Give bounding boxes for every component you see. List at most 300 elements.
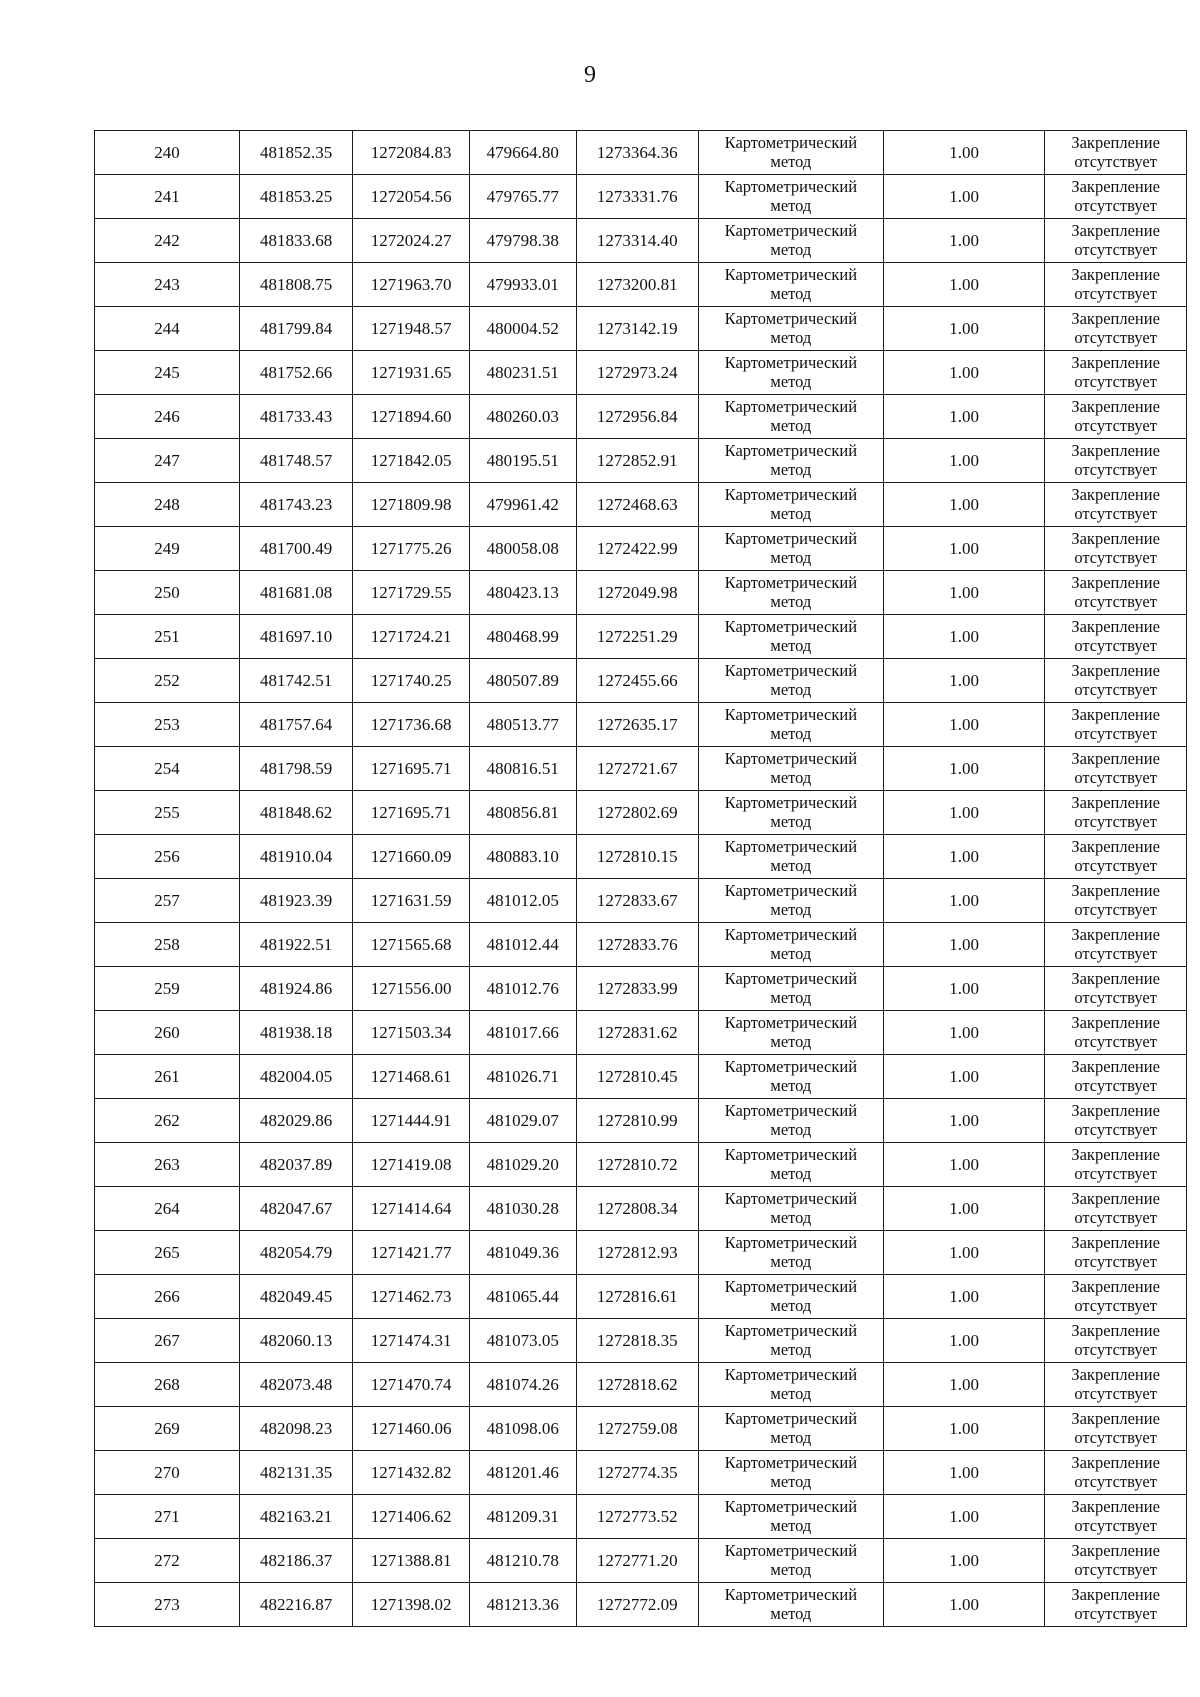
fixing-line-1: Закрепление <box>1071 1541 1160 1561</box>
fixing-line-2: отсутствует <box>1074 723 1157 743</box>
table-row <box>95 1363 1187 1407</box>
y1-cell: 1271503.34 <box>353 1011 470 1055</box>
y1-cell: 1271470.74 <box>353 1363 470 1407</box>
fixing-cell <box>1045 1539 1187 1583</box>
y2-cell: 1272808.34 <box>576 1187 698 1231</box>
accuracy-cell: 1.00 <box>883 1099 1044 1143</box>
method-cell <box>698 1583 883 1627</box>
method-cell <box>698 615 883 659</box>
fixing-line-2: отсутствует <box>1074 1339 1157 1359</box>
method-line-2: метод <box>770 1031 812 1051</box>
fixing-cell <box>1045 1319 1187 1363</box>
x1-cell: 481923.39 <box>239 879 352 923</box>
fixing-line-2: отсутствует <box>1074 195 1157 215</box>
point-number-cell: 248 <box>95 483 240 527</box>
method-line-1: Картометрический <box>724 925 858 945</box>
fixing-line-1: Закрепление <box>1071 969 1160 989</box>
x1-cell: 481808.75 <box>239 263 352 307</box>
x1-cell: 481799.84 <box>239 307 352 351</box>
method-cell <box>698 263 883 307</box>
x1-cell: 482073.48 <box>239 1363 352 1407</box>
table-row <box>95 1099 1187 1143</box>
fixing-line-2: отсутствует <box>1074 1251 1157 1271</box>
accuracy-cell: 1.00 <box>883 1451 1044 1495</box>
fixing-cell <box>1045 439 1187 483</box>
y2-cell: 1272816.61 <box>576 1275 698 1319</box>
table-row <box>95 1231 1187 1275</box>
fixing-cell <box>1045 1275 1187 1319</box>
method-cell <box>698 219 883 263</box>
fixing-line-1: Закрепление <box>1071 837 1160 857</box>
fixing-line-2: отсутствует <box>1074 1163 1157 1183</box>
method-line-1: Картометрический <box>724 1057 858 1077</box>
accuracy-cell: 1.00 <box>883 1011 1044 1055</box>
point-number-cell: 273 <box>95 1583 240 1627</box>
fixing-cell <box>1045 791 1187 835</box>
point-number-cell: 256 <box>95 835 240 879</box>
point-number-cell: 261 <box>95 1055 240 1099</box>
accuracy-cell: 1.00 <box>883 1495 1044 1539</box>
accuracy-cell: 1.00 <box>883 659 1044 703</box>
method-line-1: Картометрический <box>724 177 858 197</box>
accuracy-cell: 1.00 <box>883 879 1044 923</box>
y1-cell: 1271474.31 <box>353 1319 470 1363</box>
table-row <box>95 835 1187 879</box>
fixing-line-1: Закрепление <box>1071 353 1160 373</box>
x2-cell: 481201.46 <box>469 1451 576 1495</box>
accuracy-cell: 1.00 <box>883 747 1044 791</box>
method-line-1: Картометрический <box>724 573 858 593</box>
y1-cell: 1271460.06 <box>353 1407 470 1451</box>
fixing-cell <box>1045 175 1187 219</box>
x1-cell: 481798.59 <box>239 747 352 791</box>
page-number: 9 <box>584 62 596 88</box>
y2-cell: 1272802.69 <box>576 791 698 835</box>
method-line-1: Картометрический <box>724 969 858 989</box>
table-row <box>95 395 1187 439</box>
x2-cell: 479961.42 <box>469 483 576 527</box>
method-line-1: Картометрический <box>724 397 858 417</box>
method-cell <box>698 351 883 395</box>
x2-cell: 481012.76 <box>469 967 576 1011</box>
fixing-line-1: Закрепление <box>1071 1321 1160 1341</box>
x2-cell: 481210.78 <box>469 1539 576 1583</box>
accuracy-cell: 1.00 <box>883 1363 1044 1407</box>
method-line-2: метод <box>770 503 812 523</box>
table-row <box>95 571 1187 615</box>
method-line-1: Картометрический <box>724 705 858 725</box>
method-line-2: метод <box>770 767 812 787</box>
method-cell <box>698 1099 883 1143</box>
method-line-2: метод <box>770 239 812 259</box>
method-cell <box>698 307 883 351</box>
method-line-2: метод <box>770 1251 812 1271</box>
x2-cell: 481029.07 <box>469 1099 576 1143</box>
accuracy-cell: 1.00 <box>883 1055 1044 1099</box>
y1-cell: 1271948.57 <box>353 307 470 351</box>
accuracy-cell: 1.00 <box>883 1187 1044 1231</box>
fixing-line-1: Закрепление <box>1071 265 1160 285</box>
method-cell <box>698 835 883 879</box>
table-row <box>95 1055 1187 1099</box>
point-number-cell: 268 <box>95 1363 240 1407</box>
fixing-line-1: Закрепление <box>1071 925 1160 945</box>
x2-cell: 480004.52 <box>469 307 576 351</box>
method-line-1: Картометрический <box>724 221 858 241</box>
fixing-line-1: Закрепление <box>1071 1101 1160 1121</box>
x2-cell: 481213.36 <box>469 1583 576 1627</box>
y1-cell: 1271724.21 <box>353 615 470 659</box>
point-number-cell: 272 <box>95 1539 240 1583</box>
y1-cell: 1272084.83 <box>353 131 470 175</box>
fixing-line-1: Закрепление <box>1071 661 1160 681</box>
y2-cell: 1272810.15 <box>576 835 698 879</box>
x2-cell: 480058.08 <box>469 527 576 571</box>
x2-cell: 480195.51 <box>469 439 576 483</box>
method-line-1: Картометрический <box>724 1013 858 1033</box>
y1-cell: 1271444.91 <box>353 1099 470 1143</box>
fixing-cell <box>1045 1451 1187 1495</box>
fixing-line-2: отсутствует <box>1074 767 1157 787</box>
accuracy-cell: 1.00 <box>883 1275 1044 1319</box>
method-cell <box>698 1451 883 1495</box>
x2-cell: 481017.66 <box>469 1011 576 1055</box>
fixing-line-1: Закрепление <box>1071 1453 1160 1473</box>
point-number-cell: 267 <box>95 1319 240 1363</box>
method-line-2: метод <box>770 283 812 303</box>
point-number-cell: 262 <box>95 1099 240 1143</box>
method-line-2: метод <box>770 1515 812 1535</box>
accuracy-cell: 1.00 <box>883 219 1044 263</box>
method-line-2: метод <box>770 723 812 743</box>
fixing-line-2: отсутствует <box>1074 327 1157 347</box>
fixing-line-1: Закрепление <box>1071 221 1160 241</box>
fixing-line-2: отсутствует <box>1074 1603 1157 1623</box>
x1-cell: 481833.68 <box>239 219 352 263</box>
fixing-line-1: Закрепление <box>1071 573 1160 593</box>
method-cell <box>698 703 883 747</box>
fixing-cell <box>1045 1011 1187 1055</box>
fixing-line-2: отсутствует <box>1074 1295 1157 1315</box>
fixing-line-2: отсутствует <box>1074 371 1157 391</box>
method-cell <box>698 1539 883 1583</box>
method-line-2: метод <box>770 1471 812 1491</box>
method-cell <box>698 1363 883 1407</box>
accuracy-cell: 1.00 <box>883 175 1044 219</box>
fixing-line-1: Закрепление <box>1071 1365 1160 1385</box>
y1-cell: 1271432.82 <box>353 1451 470 1495</box>
table-row <box>95 967 1187 1011</box>
x1-cell: 482131.35 <box>239 1451 352 1495</box>
y1-cell: 1271729.55 <box>353 571 470 615</box>
method-line-1: Картометрический <box>724 1497 858 1517</box>
point-number-cell: 241 <box>95 175 240 219</box>
fixing-cell <box>1045 1099 1187 1143</box>
method-cell <box>698 1495 883 1539</box>
x1-cell: 481681.08 <box>239 571 352 615</box>
fixing-line-1: Закрепление <box>1071 1233 1160 1253</box>
x2-cell: 480423.13 <box>469 571 576 615</box>
fixing-line-1: Закрепление <box>1071 529 1160 549</box>
fixing-cell <box>1045 747 1187 791</box>
fixing-line-2: отсутствует <box>1074 679 1157 699</box>
fixing-cell <box>1045 1583 1187 1627</box>
method-line-2: метод <box>770 899 812 919</box>
accuracy-cell: 1.00 <box>883 1319 1044 1363</box>
point-number-cell: 249 <box>95 527 240 571</box>
method-line-2: метод <box>770 591 812 611</box>
y1-cell: 1272024.27 <box>353 219 470 263</box>
table-row <box>95 747 1187 791</box>
x1-cell: 482047.67 <box>239 1187 352 1231</box>
x1-cell: 481922.51 <box>239 923 352 967</box>
fixing-line-1: Закрепление <box>1071 485 1160 505</box>
y2-cell: 1273331.76 <box>576 175 698 219</box>
fixing-cell <box>1045 615 1187 659</box>
method-cell <box>698 175 883 219</box>
y2-cell: 1272956.84 <box>576 395 698 439</box>
point-number-cell: 265 <box>95 1231 240 1275</box>
x2-cell: 481030.28 <box>469 1187 576 1231</box>
method-line-1: Картометрический <box>724 837 858 857</box>
fixing-cell <box>1045 219 1187 263</box>
table-row <box>95 659 1187 703</box>
y1-cell: 1271963.70 <box>353 263 470 307</box>
accuracy-cell: 1.00 <box>883 835 1044 879</box>
fixing-cell <box>1045 967 1187 1011</box>
table-row <box>95 1275 1187 1319</box>
fixing-line-2: отсутствует <box>1074 151 1157 171</box>
table-body <box>95 131 1187 1627</box>
accuracy-cell: 1.00 <box>883 439 1044 483</box>
y2-cell: 1272635.17 <box>576 703 698 747</box>
fixing-line-2: отсутствует <box>1074 1207 1157 1227</box>
fixing-line-1: Закрепление <box>1071 1277 1160 1297</box>
accuracy-cell: 1.00 <box>883 1407 1044 1451</box>
x2-cell: 481012.05 <box>469 879 576 923</box>
method-cell <box>698 483 883 527</box>
y2-cell: 1272455.66 <box>576 659 698 703</box>
accuracy-cell: 1.00 <box>883 571 1044 615</box>
fixing-line-2: отсутствует <box>1074 635 1157 655</box>
point-number-cell: 259 <box>95 967 240 1011</box>
fixing-line-2: отсутствует <box>1074 855 1157 875</box>
fixing-cell <box>1045 307 1187 351</box>
method-line-1: Картометрический <box>724 1453 858 1473</box>
fixing-line-2: отсутствует <box>1074 415 1157 435</box>
y1-cell: 1271565.68 <box>353 923 470 967</box>
y1-cell: 1271462.73 <box>353 1275 470 1319</box>
point-number-cell: 245 <box>95 351 240 395</box>
fixing-line-1: Закрепление <box>1071 309 1160 329</box>
y2-cell: 1272468.63 <box>576 483 698 527</box>
x1-cell: 481938.18 <box>239 1011 352 1055</box>
accuracy-cell: 1.00 <box>883 307 1044 351</box>
x1-cell: 481757.64 <box>239 703 352 747</box>
method-line-2: метод <box>770 1559 812 1579</box>
fixing-line-1: Закрепление <box>1071 1145 1160 1165</box>
method-line-2: метод <box>770 547 812 567</box>
x2-cell: 481065.44 <box>469 1275 576 1319</box>
method-line-2: метод <box>770 151 812 171</box>
y2-cell: 1272818.35 <box>576 1319 698 1363</box>
fixing-line-1: Закрепление <box>1071 617 1160 637</box>
point-number-cell: 269 <box>95 1407 240 1451</box>
fixing-cell <box>1045 263 1187 307</box>
method-cell <box>698 571 883 615</box>
x1-cell: 481700.49 <box>239 527 352 571</box>
fixing-line-1: Закрепление <box>1071 177 1160 197</box>
method-cell <box>698 131 883 175</box>
method-line-2: метод <box>770 1383 812 1403</box>
method-cell <box>698 395 883 439</box>
y2-cell: 1272772.09 <box>576 1583 698 1627</box>
method-line-2: метод <box>770 1339 812 1359</box>
method-cell <box>698 527 883 571</box>
x2-cell: 481029.20 <box>469 1143 576 1187</box>
accuracy-cell: 1.00 <box>883 351 1044 395</box>
table-row <box>95 1011 1187 1055</box>
point-number-cell: 246 <box>95 395 240 439</box>
accuracy-cell: 1.00 <box>883 703 1044 747</box>
fixing-cell <box>1045 659 1187 703</box>
y1-cell: 1271842.05 <box>353 439 470 483</box>
fixing-line-2: отсутствует <box>1074 1427 1157 1447</box>
fixing-line-2: отсутствует <box>1074 1075 1157 1095</box>
fixing-line-1: Закрепление <box>1071 705 1160 725</box>
fixing-line-2: отсутствует <box>1074 1031 1157 1051</box>
fixing-cell <box>1045 571 1187 615</box>
method-line-2: метод <box>770 459 812 479</box>
x1-cell: 481752.66 <box>239 351 352 395</box>
x1-cell: 481848.62 <box>239 791 352 835</box>
fixing-line-2: отсутствует <box>1074 1515 1157 1535</box>
y2-cell: 1272771.20 <box>576 1539 698 1583</box>
method-line-2: метод <box>770 371 812 391</box>
y2-cell: 1272774.35 <box>576 1451 698 1495</box>
method-line-1: Картометрический <box>724 1277 858 1297</box>
y2-cell: 1272833.67 <box>576 879 698 923</box>
method-line-1: Картометрический <box>724 1365 858 1385</box>
x2-cell: 480507.89 <box>469 659 576 703</box>
x1-cell: 481853.25 <box>239 175 352 219</box>
point-number-cell: 251 <box>95 615 240 659</box>
method-line-2: метод <box>770 415 812 435</box>
method-line-1: Картометрический <box>724 881 858 901</box>
method-line-1: Картометрический <box>724 1541 858 1561</box>
x2-cell: 479933.01 <box>469 263 576 307</box>
x1-cell: 481742.51 <box>239 659 352 703</box>
fixing-line-2: отсутствует <box>1074 239 1157 259</box>
x2-cell: 480856.81 <box>469 791 576 835</box>
x2-cell: 480260.03 <box>469 395 576 439</box>
y1-cell: 1271809.98 <box>353 483 470 527</box>
x1-cell: 481910.04 <box>239 835 352 879</box>
method-line-2: метод <box>770 1119 812 1139</box>
point-number-cell: 253 <box>95 703 240 747</box>
x1-cell: 482060.13 <box>239 1319 352 1363</box>
x1-cell: 481697.10 <box>239 615 352 659</box>
x1-cell: 481748.57 <box>239 439 352 483</box>
point-number-cell: 255 <box>95 791 240 835</box>
fixing-line-1: Закрепление <box>1071 441 1160 461</box>
x2-cell: 480816.51 <box>469 747 576 791</box>
point-number-cell: 250 <box>95 571 240 615</box>
table-row <box>95 483 1187 527</box>
table-row <box>95 1583 1187 1627</box>
point-number-cell: 271 <box>95 1495 240 1539</box>
x1-cell: 482216.87 <box>239 1583 352 1627</box>
accuracy-cell: 1.00 <box>883 483 1044 527</box>
method-line-2: метод <box>770 635 812 655</box>
y2-cell: 1272251.29 <box>576 615 698 659</box>
y2-cell: 1272812.93 <box>576 1231 698 1275</box>
y1-cell: 1271398.02 <box>353 1583 470 1627</box>
table-row <box>95 307 1187 351</box>
fixing-line-2: отсутствует <box>1074 1559 1157 1579</box>
method-line-2: метод <box>770 1427 812 1447</box>
y1-cell: 1271419.08 <box>353 1143 470 1187</box>
y2-cell: 1273142.19 <box>576 307 698 351</box>
method-line-1: Картометрический <box>724 529 858 549</box>
y2-cell: 1272852.91 <box>576 439 698 483</box>
method-line-1: Картометрический <box>724 1101 858 1121</box>
accuracy-cell: 1.00 <box>883 967 1044 1011</box>
y2-cell: 1272759.08 <box>576 1407 698 1451</box>
method-line-2: метод <box>770 327 812 347</box>
y2-cell: 1273364.36 <box>576 131 698 175</box>
y2-cell: 1273200.81 <box>576 263 698 307</box>
accuracy-cell: 1.00 <box>883 263 1044 307</box>
accuracy-cell: 1.00 <box>883 1539 1044 1583</box>
fixing-cell <box>1045 1143 1187 1187</box>
y2-cell: 1272422.99 <box>576 527 698 571</box>
fixing-line-2: отсутствует <box>1074 459 1157 479</box>
fixing-cell <box>1045 131 1187 175</box>
y1-cell: 1271631.59 <box>353 879 470 923</box>
table-row <box>95 439 1187 483</box>
method-line-2: метод <box>770 195 812 215</box>
method-cell <box>698 1319 883 1363</box>
fixing-line-2: отсутствует <box>1074 547 1157 567</box>
method-line-2: метод <box>770 1603 812 1623</box>
x1-cell: 481852.35 <box>239 131 352 175</box>
method-cell <box>698 879 883 923</box>
method-line-2: метод <box>770 1207 812 1227</box>
accuracy-cell: 1.00 <box>883 1583 1044 1627</box>
method-line-1: Картометрический <box>724 265 858 285</box>
method-line-1: Картометрический <box>724 617 858 637</box>
y1-cell: 1271695.71 <box>353 791 470 835</box>
fixing-cell <box>1045 351 1187 395</box>
fixing-cell <box>1045 1231 1187 1275</box>
method-line-1: Картометрический <box>724 793 858 813</box>
method-line-1: Картометрический <box>724 749 858 769</box>
x2-cell: 481012.44 <box>469 923 576 967</box>
method-cell <box>698 1187 883 1231</box>
fixing-line-1: Закрепление <box>1071 397 1160 417</box>
method-cell <box>698 659 883 703</box>
method-cell <box>698 747 883 791</box>
y1-cell: 1272054.56 <box>353 175 470 219</box>
y1-cell: 1271468.61 <box>353 1055 470 1099</box>
point-number-cell: 260 <box>95 1011 240 1055</box>
y1-cell: 1271388.81 <box>353 1539 470 1583</box>
x1-cell: 482054.79 <box>239 1231 352 1275</box>
fixing-cell <box>1045 1495 1187 1539</box>
point-number-cell: 263 <box>95 1143 240 1187</box>
fixing-line-1: Закрепление <box>1071 749 1160 769</box>
